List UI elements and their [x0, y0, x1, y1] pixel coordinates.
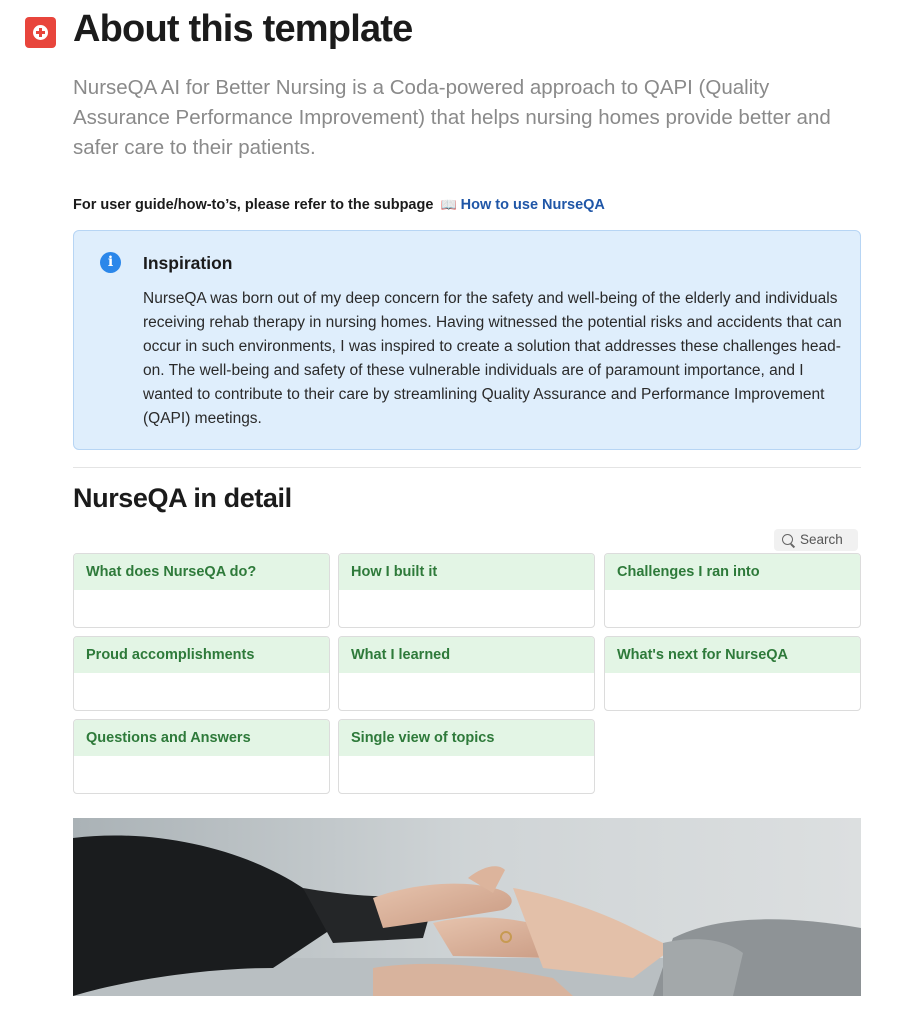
topic-card[interactable]	[73, 636, 330, 711]
book-icon: 📖	[440, 197, 457, 212]
topic-card-title: How I built it	[339, 554, 594, 590]
section-title: NurseQA in detail	[73, 483, 292, 513]
topic-card[interactable]	[604, 553, 861, 628]
page-title: About this template	[73, 8, 413, 50]
topic-card[interactable]	[338, 553, 595, 628]
search-icon	[782, 534, 793, 545]
topic-card[interactable]	[338, 719, 595, 794]
topic-card-title: Single view of topics	[339, 720, 594, 756]
topic-card-title: What I learned	[339, 637, 594, 673]
topic-card[interactable]	[604, 636, 861, 711]
holding-hands-photo	[73, 818, 861, 996]
info-icon: i	[100, 252, 121, 273]
page-icon[interactable]	[25, 17, 56, 48]
topic-card[interactable]	[73, 719, 330, 794]
topic-card-title: Proud accomplishments	[74, 637, 329, 673]
guide-text: For user guide/how-to’s, please refer to the subpage	[73, 197, 434, 213]
topic-card-title: Questions and Answers	[74, 720, 329, 756]
topic-card[interactable]	[73, 553, 330, 628]
topic-card-title: Challenges I ran into	[605, 554, 860, 590]
inspiration-callout	[73, 230, 861, 450]
photo-illustration	[73, 818, 861, 996]
topic-card-title: What does NurseQA do?	[74, 554, 329, 590]
search-label: Search	[800, 532, 843, 547]
topic-card[interactable]	[338, 636, 595, 711]
callout-title: Inspiration	[143, 253, 233, 273]
page-subtitle: NurseQA AI for Better Nursing is a Coda-powered approach to QAPI (Quality Assurance Performance Improvement) that helps nursing homes provide better and safer care to their patients.	[73, 76, 831, 159]
callout-body: NurseQA was born out of my deep concern for the safety and well-being of the elderly and individuals receiving rehab therapy in nursing homes. Having witnessed the potential risks and accidents that can occur in such environments, I was inspired to create a solution that addresses these challenges head-on. The well-being and safety of these vulnerable individuals are of paramount importance, and I wanted to contribute to their care by streamlining Quality Assurance and Performance Improvement (QAPI) meetings.	[143, 290, 842, 427]
divider	[73, 467, 861, 468]
guide-line	[73, 197, 605, 213]
how-to-use-link[interactable]: How to use NurseQA	[460, 197, 605, 213]
medical-cross-icon	[33, 25, 48, 40]
topic-card-title: What's next for NurseQA	[605, 637, 860, 673]
search-button[interactable]	[774, 529, 858, 551]
